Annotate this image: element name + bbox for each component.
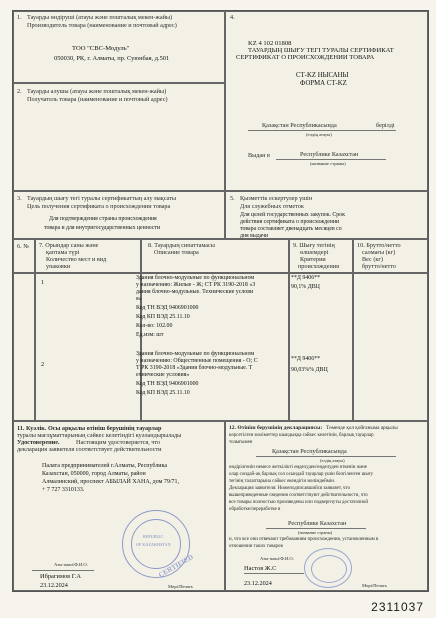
col9-label-ru2: происхождения: [298, 263, 339, 270]
box-certificate-title: [225, 11, 428, 191]
chamber-address-3: Алмалинский, проспект АБЫЛАЙ ХАНА, дом 79/71,: [42, 479, 180, 485]
col-header-number: [13, 239, 35, 273]
item-2-line-4: ехнические условия»: [136, 372, 190, 378]
item-1-line-8: Ед.изм: шт: [136, 332, 164, 338]
col8-label-kz: 8. Тауардың сипаттамасы: [148, 242, 215, 249]
box1-title-ru: Производитель товара (наименование и почтовый адрес): [27, 22, 177, 29]
box-certification: [13, 421, 225, 591]
box12-line-7: Декларация заявителя: Нижеподписавшийся заявляет, что: [229, 486, 351, 491]
signer-caption: Аты-жөні/Ф.И.О.: [54, 562, 88, 567]
col-body-packages: [35, 273, 141, 421]
col7-label-ru2: упаковки: [46, 263, 71, 270]
box2-number: 2.: [17, 88, 22, 95]
chamber-signer: Ибрагимов Г.А: [40, 573, 81, 580]
col-header-number-label: 6. №: [17, 243, 30, 250]
col-header-packages: [35, 239, 141, 273]
item-1-line-6: Код КП ВЭД 25.11.10: [136, 314, 190, 320]
item-1-criteria-2: 90,1% ДВЦ: [291, 284, 320, 290]
declaration-seal-caption: Мөрі/Печать: [362, 583, 387, 588]
item-1-line-2: у назначению: Жилые - Ж; СТ РК 3190-2018 «З: [136, 282, 256, 288]
box11-line-ru2: декларация заявителя соответствует действительности: [17, 446, 162, 453]
col-body-number: [13, 273, 35, 421]
producer-address: 050030, РК, г. Алматы, пр. Суюнбая, д.501: [54, 55, 170, 62]
declaration-country-ru-caption: (название страны): [298, 530, 333, 535]
box12-title-rest: Төменде қол қойғаныма арқылы: [326, 425, 398, 431]
item-1-line-1: Здания блочно-модульные по функциональном: [136, 275, 255, 281]
box12-line-4: өндірілгенін немесе жеткілікті өңделуден/өңделуден өткенін және: [229, 465, 367, 470]
col10-label-ru2: брутто/нетто: [362, 263, 396, 270]
item-2-line-3: Т РК 3190-2018 «Здания блочно-модульные. Т: [136, 365, 253, 371]
box3-title-kz: Тауардың шығу тегі туралы сертификаттың алу мақсаты: [27, 195, 177, 202]
item-2-line-6: Код КП ВЭД 25.11.10: [136, 390, 190, 396]
box3-title-ru: Цель получения сертификата о происхождении товара: [27, 203, 171, 210]
form-serial-number: 2311037: [371, 600, 424, 614]
issued-in-label: Выдан в: [248, 152, 270, 159]
item-1-line-3: дания блочно-модульные. Технические услови: [136, 289, 254, 295]
col10-label-kz2: салмағы (кг): [362, 249, 396, 256]
box-declaration: [225, 421, 428, 591]
col-header-weight: [353, 239, 428, 273]
service-note-3: товара составляет двенадцать месяцев со: [240, 226, 342, 232]
item-1-line-7: Кол-во: 102.00: [136, 323, 173, 329]
item-1-line-5: Код ТН ВЭД 9406901000: [136, 305, 199, 311]
item-1-criteria: **Д 9406**: [291, 275, 321, 281]
purpose-line-1: Для подтверждения страны происхождения: [49, 216, 157, 222]
service-note-1: Для целей государственных закупок. Срок: [240, 212, 345, 218]
col9-label-kz: 9. Шығу тегінің: [293, 242, 335, 249]
box2-title-kz: Тауарды алушы (атауы және пошталық мекен-жайы): [27, 88, 167, 95]
declarant-name: Настов Ж.С: [244, 565, 277, 572]
col7-label-ru: Количество мест и вид: [46, 256, 107, 263]
item-2-criteria: **Д 9406**: [291, 356, 321, 362]
col-body-weight: [353, 273, 428, 421]
chamber-address-1: Палата предпринимателей г.Алматы, Республика: [42, 463, 168, 469]
col9-label-kz2: өлшемдері: [300, 249, 329, 256]
box12-line-3: толығымен: [229, 440, 253, 445]
box12-line-2: көрсетілген мәліметтер шындыққа сәйкес келетінін, барлық тауарлар: [229, 433, 374, 438]
stamp-text-mid: OF KAZAKHSTAN: [136, 542, 171, 547]
item-1-number: 1: [41, 279, 45, 286]
service-note-2: действия сертификата о происхождении: [240, 219, 340, 225]
applicant-stamp: [304, 548, 352, 588]
box1-title-kz: Тауарды өндіруші (атауы және пошталық мекен-жайы): [27, 14, 173, 21]
stamp-ring-text: CERTIFIED: [157, 552, 195, 580]
item-2-line-1: Здания блочно-модульные по функциональном: [136, 351, 255, 357]
box12-title: 12. Өтініш берушінің декларациясы:: [229, 425, 323, 431]
issued-in-caption: (название страны): [310, 161, 346, 166]
box12-line-6: тегінің талаптарына сәйкес екендігін мәлімдеймін.: [229, 479, 336, 484]
col8-label-ru: Описание товара: [154, 249, 199, 256]
box11-line-kz2: туралы мағлұматтарының сәйкес келетіндігі куәландырылады: [17, 432, 182, 439]
box5-title-ru: Для служебных отметок: [240, 203, 304, 210]
box3-number: 3.: [17, 195, 22, 202]
box-recipient: [13, 83, 225, 191]
item-2-line-2: у назначению: Общественные помещения - О; С: [136, 358, 258, 364]
box12-line-12: отношении таких товаров: [229, 544, 283, 549]
issued-in-value: Республике Казахстан: [300, 151, 359, 158]
col10-label-ru: Вес (кг): [362, 256, 383, 263]
col10-label-kz: 10. Брутто/нетто: [357, 242, 401, 249]
box1-number: 1.: [17, 14, 22, 21]
item-2-line-5: Код ТН ВЭД 9406901000: [136, 381, 199, 387]
certificate-form: [12, 10, 429, 592]
producer-name: ТОО "СВС-Модуль": [72, 45, 130, 52]
box-producer: [13, 11, 225, 83]
declaration-country: Қазақстан Республикасында: [272, 448, 347, 455]
declarant-signature-line: [244, 573, 304, 574]
box12-line-10: обработке/переработке в: [229, 507, 281, 512]
chamber-stamp: [122, 510, 195, 580]
stamp-text-top: REPUBLIC: [143, 534, 164, 539]
box-purpose: [13, 191, 225, 239]
box5-number: 5.: [230, 195, 235, 202]
issued-suffix: берілді: [376, 122, 395, 129]
declaration-country-ru: Республике Казахстан: [288, 520, 347, 527]
declaration-date: 23.12.2024: [244, 580, 272, 587]
box11-title-ru: Удостоверение.: [17, 439, 60, 446]
certificate-number: KZ 4 102 01808: [248, 40, 292, 47]
box12-line-8: вышеприведенные сведения соответствуют действительности, что: [229, 493, 368, 498]
chamber-address-4: + 7 727 3310133.: [42, 487, 85, 493]
box12-line-11: и, что все они отвечают требованиям происхождения, установленным в: [229, 537, 379, 542]
box11-title-kz: 11. Куәлік. Осы арқылы өтініш берушінің тауарлар: [17, 425, 162, 432]
col7-label-kz: 7. Орындар саны және: [39, 242, 99, 249]
col7-label-kz2: қаптама түрі: [46, 249, 80, 256]
issued-country: Қазақстан Республикасында: [262, 122, 337, 129]
form-title-ru: ФОРМА СТ-KZ: [300, 80, 347, 87]
col-header-description: [141, 239, 289, 273]
form-title-kz: СТ-KZ НЫСАНЫ: [296, 72, 349, 79]
certificate-title-ru: СЕРТИФИКАТ О ПРОИСХОЖДЕНИИ ТОВАРА: [236, 54, 375, 61]
declaration-country-caption: (елдің атауы): [320, 458, 345, 463]
box-service-notes: [225, 191, 428, 239]
issued-country-caption: (елдің атауы): [306, 132, 332, 137]
box5-title-kz: Қызметтік ескертулер үшін: [240, 195, 313, 202]
certification-seal-caption: Мөрі/Печать: [168, 584, 193, 589]
certification-date: 23.12.2024: [40, 582, 68, 589]
box11-line-ru1: Настоящим удостоверяется, что: [76, 439, 161, 446]
col9-label-ru: Критерии: [300, 256, 326, 263]
box12-line-9: все товары полностью произведены или подвергнуты достаточной: [229, 500, 368, 505]
signer-line: [32, 570, 94, 571]
col-header-criteria: [289, 239, 353, 273]
box12-line-5: олар сондай-ақ барлық сол осындай тауарлар үшін белгіленген шығу: [229, 472, 374, 477]
item-1-line-4: я»: [136, 296, 142, 302]
col-body-criteria: [289, 273, 353, 421]
declarant-caption: Аты-жөні/Ф.И.О.: [260, 556, 294, 561]
box2-title-ru: Получатель товара (наименование и почтовый адрес): [27, 96, 168, 103]
item-2-number: 2: [41, 361, 45, 368]
box4-number: 4.: [230, 14, 235, 21]
chamber-address-2: Казахстан, 050000, город Алматы, район: [42, 471, 146, 477]
item-2-criteria-2: 90,03%% ДВЦ: [291, 367, 328, 373]
purpose-line-2: товара и для внутригосударственных ценности: [44, 225, 161, 231]
certificate-title-kz: ТАУАРДЫҢ ШЫҒУ ТЕГІ ТУРАЛЫ СЕРТИФИКАТ: [248, 47, 394, 54]
service-note-4: дня выдачи: [240, 233, 269, 239]
